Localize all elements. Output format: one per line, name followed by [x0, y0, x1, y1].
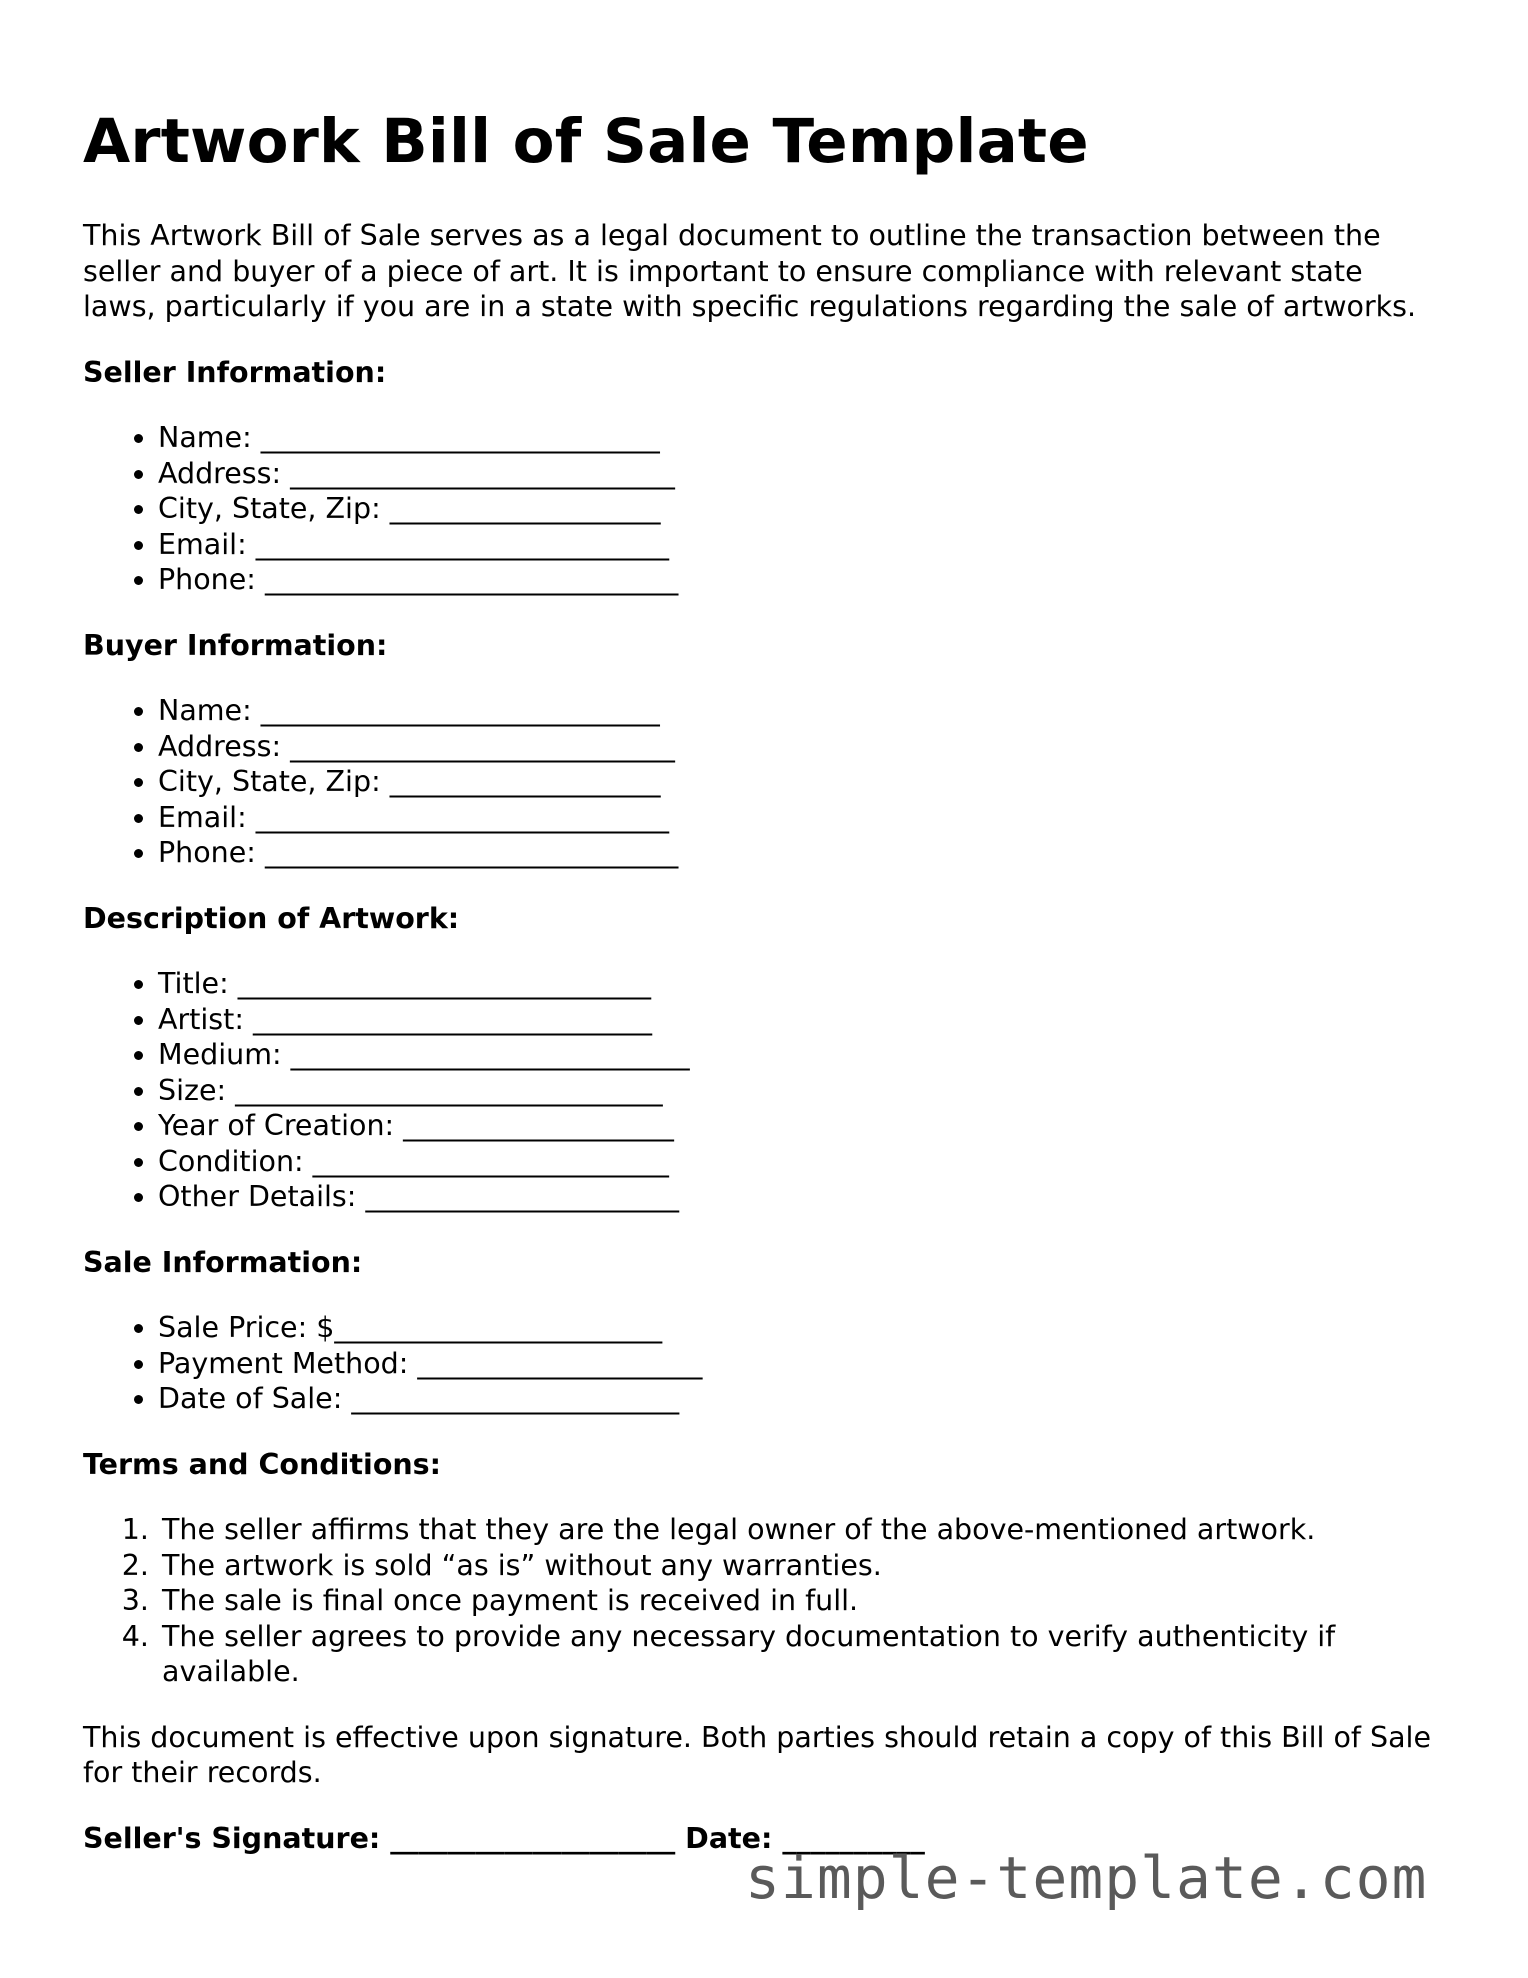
artwork-year-field: • Year of Creation: ___________________ [158, 1108, 1443, 1144]
buyer-city-state-zip-field: • City, State, Zip: ___________________ [158, 764, 1443, 800]
buyer-heading: Buyer Information: [83, 628, 388, 662]
sale-price-field: • Sale Price: $_______________________ [158, 1310, 1443, 1346]
artwork-size-field: • Size: ______________________________ [158, 1073, 1443, 1109]
intro-paragraph: This Artwork Bill of Sale serves as a legal document to outline the transaction between the seller and buyer of a piece of art. It is important to ensure compliance with relevant state laws, particularly if you are in a state with specific regulations regarding the sale of artworks. [83, 219, 1417, 323]
seller-city-state-zip-field: • City, State, Zip: ___________________ [158, 491, 1443, 527]
terms-heading: Terms and Conditions: [83, 1447, 442, 1481]
seller-address-field: • Address: ___________________________ [158, 456, 1443, 492]
artwork-section [83, 901, 1443, 1215]
term-item: 4. The seller agrees to provide any necessary documentation to verify authenticity if available. [158, 1619, 1443, 1690]
seller-email-field: • Email: _____________________________ [158, 527, 1443, 563]
signature-date-label: Date: __________ [685, 1821, 925, 1855]
artwork-medium-field: • Medium: ____________________________ [158, 1037, 1443, 1073]
seller-section [83, 355, 1443, 598]
sale-list [83, 1310, 1443, 1417]
seller-heading: Seller Information: [83, 355, 387, 389]
term-item: 3. The sale is final once payment is received in full. [158, 1583, 1443, 1619]
artwork-list [83, 966, 1443, 1215]
seller-signature-label: Seller's Signature: ____________________ [83, 1821, 676, 1855]
buyer-list [83, 693, 1443, 871]
payment-method-field: • Payment Method: ____________________ [158, 1346, 1443, 1382]
artwork-heading: Description of Artwork: [83, 901, 460, 935]
seller-name-field: • Name: ____________________________ [158, 420, 1443, 456]
artwork-condition-field: • Condition: _________________________ [158, 1144, 1443, 1180]
document-page [83, 100, 1443, 1856]
terms-list [83, 1512, 1443, 1690]
artwork-title-field: • Title: _____________________________ [158, 966, 1443, 1002]
artwork-artist-field: • Artist: ____________________________ [158, 1002, 1443, 1038]
term-item: 2. The artwork is sold “as is” without any warranties. [158, 1548, 1443, 1584]
closing-paragraph: This document is effective upon signature. Both parties should retain a copy of this Bill of Sale for their records. [83, 1720, 1432, 1789]
sale-section [83, 1245, 1443, 1417]
buyer-section [83, 628, 1443, 871]
seller-phone-field: • Phone: _____________________________ [158, 562, 1443, 598]
date-of-sale-field: • Date of Sale: _______________________ [158, 1381, 1443, 1417]
buyer-phone-field: • Phone: _____________________________ [158, 835, 1443, 871]
buyer-name-field: • Name: ____________________________ [158, 693, 1443, 729]
buyer-email-field: • Email: _____________________________ [158, 800, 1443, 836]
artwork-other-details-field: • Other Details: ______________________ [158, 1179, 1443, 1215]
document-title: Artwork Bill of Sale Template [83, 106, 1089, 177]
term-item: 1. The seller affirms that they are the legal owner of the above-mentioned artwork. [158, 1512, 1443, 1548]
seller-list [83, 420, 1443, 598]
watermark-text: simple-template.com [745, 1844, 1428, 1912]
sale-heading: Sale Information: [83, 1245, 363, 1279]
terms-section [83, 1447, 1443, 1690]
buyer-address-field: • Address: ___________________________ [158, 729, 1443, 765]
